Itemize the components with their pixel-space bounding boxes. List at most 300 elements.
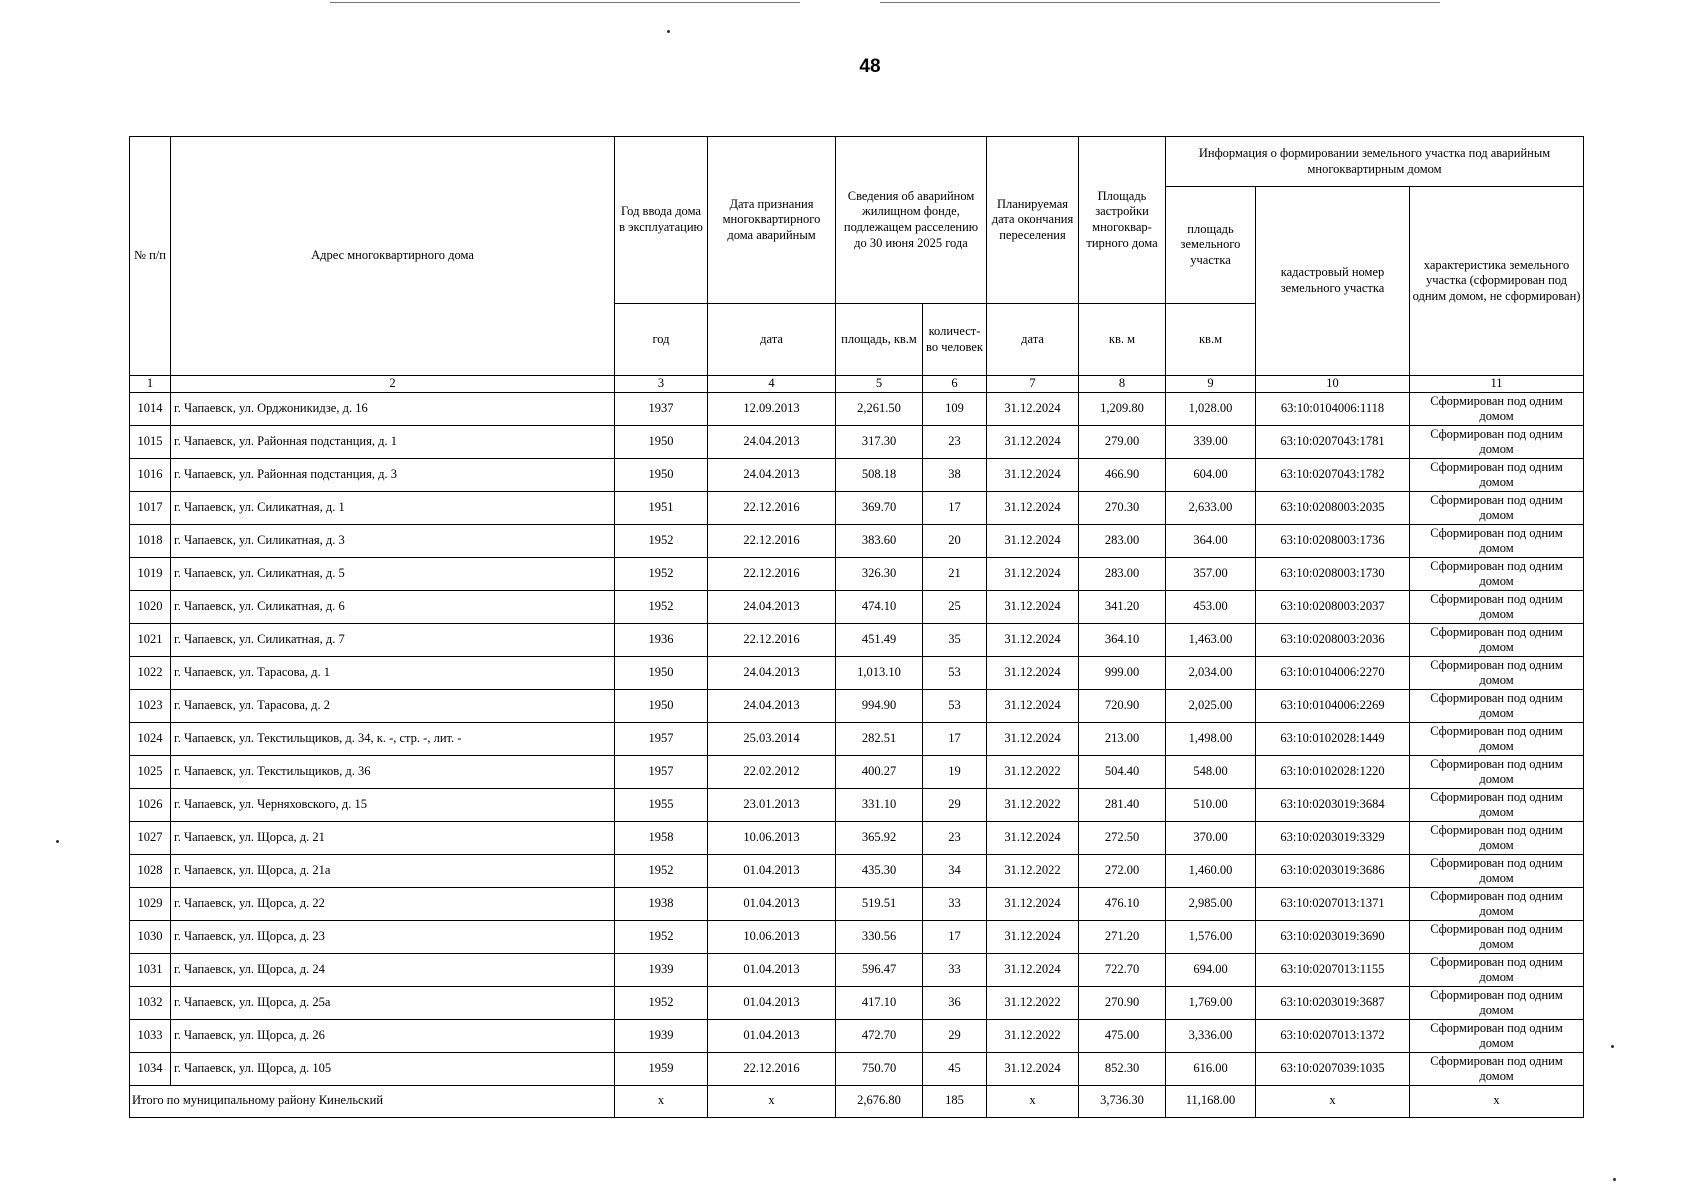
cell-end-date: 31.12.2024 <box>987 623 1079 656</box>
header-emergency-fund: Сведения об аварийном жилищном фонде, подлежащем расселению до 30 июня 2025 года <box>836 137 987 304</box>
cell-land-char: Сформирован под одним домом <box>1410 887 1584 920</box>
column-number: 3 <box>615 376 708 393</box>
cell-end-date: 31.12.2024 <box>987 524 1079 557</box>
cell-building-area: 720.90 <box>1079 689 1166 722</box>
cell-building-area: 270.90 <box>1079 986 1166 1019</box>
header-num: № п/п <box>130 137 171 376</box>
cell-people: 45 <box>923 1052 987 1085</box>
cell-land-char: Сформирован под одним домом <box>1410 623 1584 656</box>
cell-end-date: 31.12.2024 <box>987 491 1079 524</box>
cell-people: 21 <box>923 557 987 590</box>
cell-land-area: 604.00 <box>1166 458 1256 491</box>
cell-land-area: 2,633.00 <box>1166 491 1256 524</box>
cell-address: г. Чапаевск, ул. Текстильщиков, д. 34, к. -, стр. -, лит. - <box>171 722 615 755</box>
cell-end-date: 31.12.2024 <box>987 392 1079 425</box>
cell-year: 1950 <box>615 656 708 689</box>
total-people: 185 <box>923 1085 987 1117</box>
cell-land-area: 357.00 <box>1166 557 1256 590</box>
cell-end-date: 31.12.2024 <box>987 821 1079 854</box>
cell-cadastral: 63:10:0207043:1782 <box>1256 458 1410 491</box>
cell-cadastral: 63:10:0208003:1730 <box>1256 557 1410 590</box>
cell-num: 1034 <box>130 1052 171 1085</box>
cell-land-char: Сформирован под одним домом <box>1410 392 1584 425</box>
scan-speck <box>56 840 59 843</box>
cell-year: 1959 <box>615 1052 708 1085</box>
cell-num: 1030 <box>130 920 171 953</box>
cell-people: 36 <box>923 986 987 1019</box>
cell-cadastral: 63:10:0104006:2269 <box>1256 689 1410 722</box>
cell-people: 23 <box>923 821 987 854</box>
cell-area: 282.51 <box>836 722 923 755</box>
cell-date: 24.04.2013 <box>708 425 836 458</box>
header-unit-area: площадь, кв.м <box>836 304 923 376</box>
cell-area: 369.70 <box>836 491 923 524</box>
cell-land-char: Сформирован под одним домом <box>1410 590 1584 623</box>
cell-building-area: 852.30 <box>1079 1052 1166 1085</box>
cell-date: 10.06.2013 <box>708 920 836 953</box>
column-number: 6 <box>923 376 987 393</box>
cell-land-area: 364.00 <box>1166 524 1256 557</box>
cell-area: 596.47 <box>836 953 923 986</box>
cell-area: 435.30 <box>836 854 923 887</box>
cell-people: 33 <box>923 887 987 920</box>
header-year-built: Год ввода дома в эксплуатацию <box>615 137 708 304</box>
header-unit-date2: дата <box>987 304 1079 376</box>
cell-area: 519.51 <box>836 887 923 920</box>
header-unit-people: количест-во человек <box>923 304 987 376</box>
cell-area: 2,261.50 <box>836 392 923 425</box>
cell-date: 22.12.2016 <box>708 491 836 524</box>
total-land: 11,168.00 <box>1166 1085 1256 1117</box>
cell-area: 451.49 <box>836 623 923 656</box>
cell-date: 24.04.2013 <box>708 590 836 623</box>
cell-cadastral: 63:10:0207039:1035 <box>1256 1052 1410 1085</box>
cell-address: г. Чапаевск, ул. Черняховского, д. 15 <box>171 788 615 821</box>
cell-land-area: 2,985.00 <box>1166 887 1256 920</box>
table-row <box>130 1019 1584 1052</box>
cell-address: г. Чапаевск, ул. Силикатная, д. 7 <box>171 623 615 656</box>
cell-building-area: 270.30 <box>1079 491 1166 524</box>
cell-address: г. Чапаевск, ул. Щорса, д. 21 <box>171 821 615 854</box>
cell-land-area: 339.00 <box>1166 425 1256 458</box>
cell-end-date: 31.12.2024 <box>987 689 1079 722</box>
table-row <box>130 524 1584 557</box>
cell-date: 24.04.2013 <box>708 458 836 491</box>
cell-address: г. Чапаевск, ул. Щорса, д. 24 <box>171 953 615 986</box>
table-row <box>130 590 1584 623</box>
cell-end-date: 31.12.2024 <box>987 920 1079 953</box>
column-number: 10 <box>1256 376 1410 393</box>
scan-top-rule <box>880 2 1440 3</box>
cell-end-date: 31.12.2024 <box>987 425 1079 458</box>
scan-top-rule <box>330 2 800 3</box>
column-number: 5 <box>836 376 923 393</box>
cell-address: г. Чапаевск, ул. Силикатная, д. 5 <box>171 557 615 590</box>
cell-cadastral: 63:10:0102028:1449 <box>1256 722 1410 755</box>
cell-year: 1938 <box>615 887 708 920</box>
cell-cadastral: 63:10:0207043:1781 <box>1256 425 1410 458</box>
cell-cadastral: 63:10:0203019:3687 <box>1256 986 1410 1019</box>
cell-area: 508.18 <box>836 458 923 491</box>
table-row <box>130 953 1584 986</box>
cell-year: 1939 <box>615 1019 708 1052</box>
cell-people: 23 <box>923 425 987 458</box>
cell-address: г. Чапаевск, ул. Районная подстанция, д. 3 <box>171 458 615 491</box>
cell-address: г. Чапаевск, ул. Силикатная, д. 3 <box>171 524 615 557</box>
cell-num: 1032 <box>130 986 171 1019</box>
cell-num: 1021 <box>130 623 171 656</box>
cell-land-char: Сформирован под одним домом <box>1410 458 1584 491</box>
cell-date: 01.04.2013 <box>708 953 836 986</box>
column-number: 9 <box>1166 376 1256 393</box>
table-row <box>130 458 1584 491</box>
total-year: x <box>615 1085 708 1117</box>
cell-cadastral: 63:10:0208003:1736 <box>1256 524 1410 557</box>
cell-land-area: 694.00 <box>1166 953 1256 986</box>
total-row <box>130 1085 1584 1117</box>
table-row <box>130 689 1584 722</box>
cell-cadastral: 63:10:0203019:3690 <box>1256 920 1410 953</box>
cell-address: г. Чапаевск, ул. Щорса, д. 105 <box>171 1052 615 1085</box>
cell-num: 1018 <box>130 524 171 557</box>
cell-land-char: Сформирован под одним домом <box>1410 920 1584 953</box>
table-row <box>130 854 1584 887</box>
column-number-row <box>130 376 1584 393</box>
cell-address: г. Чапаевск, ул. Щорса, д. 21а <box>171 854 615 887</box>
table-row <box>130 920 1584 953</box>
cell-building-area: 722.70 <box>1079 953 1166 986</box>
cell-num: 1027 <box>130 821 171 854</box>
cell-num: 1016 <box>130 458 171 491</box>
cell-building-area: 283.00 <box>1079 524 1166 557</box>
cell-year: 1952 <box>615 524 708 557</box>
cell-year: 1950 <box>615 689 708 722</box>
cell-building-area: 272.00 <box>1079 854 1166 887</box>
cell-date: 22.12.2016 <box>708 557 836 590</box>
cell-area: 330.56 <box>836 920 923 953</box>
cell-land-char: Сформирован под одним домом <box>1410 821 1584 854</box>
cell-cadastral: 63:10:0207013:1155 <box>1256 953 1410 986</box>
cell-area: 365.92 <box>836 821 923 854</box>
header-land-char: характеристика земельного участка (сформирован под одним домом, не сформирован) <box>1410 187 1584 376</box>
cell-date: 25.03.2014 <box>708 722 836 755</box>
cell-cadastral: 63:10:0208003:2037 <box>1256 590 1410 623</box>
cell-cadastral: 63:10:0203019:3329 <box>1256 821 1410 854</box>
cell-cadastral: 63:10:0208003:2035 <box>1256 491 1410 524</box>
cell-end-date: 31.12.2022 <box>987 854 1079 887</box>
cell-num: 1026 <box>130 788 171 821</box>
cell-date: 01.04.2013 <box>708 1019 836 1052</box>
cell-year: 1950 <box>615 425 708 458</box>
cell-num: 1014 <box>130 392 171 425</box>
cell-land-area: 1,460.00 <box>1166 854 1256 887</box>
cell-cadastral: 63:10:0207013:1372 <box>1256 1019 1410 1052</box>
cell-end-date: 31.12.2022 <box>987 986 1079 1019</box>
cell-end-date: 31.12.2024 <box>987 458 1079 491</box>
cell-people: 17 <box>923 722 987 755</box>
cell-people: 19 <box>923 755 987 788</box>
cell-land-char: Сформирован под одним домом <box>1410 788 1584 821</box>
cell-address: г. Чапаевск, ул. Орджоникидзе, д. 16 <box>171 392 615 425</box>
cell-num: 1017 <box>130 491 171 524</box>
cell-building-area: 279.00 <box>1079 425 1166 458</box>
cell-building-area: 1,209.80 <box>1079 392 1166 425</box>
cell-date: 24.04.2013 <box>708 689 836 722</box>
header-date-declared: Дата признания многоквартирного дома аварийным <box>708 137 836 304</box>
cell-address: г. Чапаевск, ул. Силикатная, д. 1 <box>171 491 615 524</box>
cell-address: г. Чапаевск, ул. Районная подстанция, д. 1 <box>171 425 615 458</box>
emergency-housing-table <box>129 136 1584 1118</box>
cell-end-date: 31.12.2024 <box>987 953 1079 986</box>
header-unit-kvm2: кв.м <box>1166 304 1256 376</box>
column-number: 8 <box>1079 376 1166 393</box>
cell-area: 750.70 <box>836 1052 923 1085</box>
header-unit-date: дата <box>708 304 836 376</box>
cell-area: 472.70 <box>836 1019 923 1052</box>
cell-land-area: 3,336.00 <box>1166 1019 1256 1052</box>
cell-address: г. Чапаевск, ул. Щорса, д. 23 <box>171 920 615 953</box>
cell-num: 1022 <box>130 656 171 689</box>
cell-people: 53 <box>923 689 987 722</box>
cell-end-date: 31.12.2024 <box>987 557 1079 590</box>
cell-end-date: 31.12.2024 <box>987 590 1079 623</box>
header-planned-end: Планируемая дата окончания переселения <box>987 137 1079 304</box>
total-build: 3,736.30 <box>1079 1085 1166 1117</box>
cell-end-date: 31.12.2024 <box>987 722 1079 755</box>
cell-end-date: 31.12.2022 <box>987 755 1079 788</box>
cell-address: г. Чапаевск, ул. Щорса, д. 22 <box>171 887 615 920</box>
scan-speck <box>1613 1178 1616 1181</box>
cell-people: 53 <box>923 656 987 689</box>
cell-date: 22.12.2016 <box>708 1052 836 1085</box>
column-number: 7 <box>987 376 1079 393</box>
column-number: 1 <box>130 376 171 393</box>
table-row <box>130 887 1584 920</box>
cell-num: 1031 <box>130 953 171 986</box>
cell-year: 1936 <box>615 623 708 656</box>
cell-land-char: Сформирован под одним домом <box>1410 425 1584 458</box>
total-area: 2,676.80 <box>836 1085 923 1117</box>
cell-num: 1015 <box>130 425 171 458</box>
table-row <box>130 557 1584 590</box>
cell-date: 01.04.2013 <box>708 887 836 920</box>
cell-land-area: 2,034.00 <box>1166 656 1256 689</box>
table-row <box>130 821 1584 854</box>
cell-area: 326.30 <box>836 557 923 590</box>
cell-land-area: 453.00 <box>1166 590 1256 623</box>
table-row <box>130 656 1584 689</box>
cell-people: 33 <box>923 953 987 986</box>
cell-cadastral: 63:10:0104006:2270 <box>1256 656 1410 689</box>
cell-land-area: 548.00 <box>1166 755 1256 788</box>
cell-people: 25 <box>923 590 987 623</box>
cell-land-char: Сформирован под одним домом <box>1410 854 1584 887</box>
cell-people: 20 <box>923 524 987 557</box>
cell-building-area: 364.10 <box>1079 623 1166 656</box>
cell-building-area: 466.90 <box>1079 458 1166 491</box>
header-address: Адрес многоквартирного дома <box>171 137 615 376</box>
cell-area: 331.10 <box>836 788 923 821</box>
cell-people: 34 <box>923 854 987 887</box>
cell-land-area: 1,028.00 <box>1166 392 1256 425</box>
table-row <box>130 491 1584 524</box>
cell-land-area: 370.00 <box>1166 821 1256 854</box>
total-label: Итого по муниципальному району Кинельский <box>130 1085 615 1117</box>
cell-year: 1950 <box>615 458 708 491</box>
cell-people: 109 <box>923 392 987 425</box>
cell-land-char: Сформирован под одним домом <box>1410 1019 1584 1052</box>
scan-speck <box>1611 1045 1614 1048</box>
column-number: 11 <box>1410 376 1584 393</box>
cell-year: 1937 <box>615 392 708 425</box>
cell-land-char: Сформирован под одним домом <box>1410 953 1584 986</box>
cell-num: 1019 <box>130 557 171 590</box>
total-end: x <box>987 1085 1079 1117</box>
cell-people: 38 <box>923 458 987 491</box>
cell-land-area: 1,498.00 <box>1166 722 1256 755</box>
cell-area: 1,013.10 <box>836 656 923 689</box>
cell-building-area: 213.00 <box>1079 722 1166 755</box>
cell-address: г. Чапаевск, ул. Текстильщиков, д. 36 <box>171 755 615 788</box>
cell-end-date: 31.12.2024 <box>987 1052 1079 1085</box>
cell-cadastral: 63:10:0102028:1220 <box>1256 755 1410 788</box>
cell-people: 17 <box>923 491 987 524</box>
table-row <box>130 392 1584 425</box>
cell-cadastral: 63:10:0207013:1371 <box>1256 887 1410 920</box>
cell-address: г. Чапаевск, ул. Щорса, д. 26 <box>171 1019 615 1052</box>
cell-num: 1033 <box>130 1019 171 1052</box>
table-row <box>130 425 1584 458</box>
cell-year: 1958 <box>615 821 708 854</box>
header-unit-year: год <box>615 304 708 376</box>
cell-land-char: Сформирован под одним домом <box>1410 656 1584 689</box>
cell-land-char: Сформирован под одним домом <box>1410 491 1584 524</box>
table-row <box>130 788 1584 821</box>
cell-address: г. Чапаевск, ул. Силикатная, д. 6 <box>171 590 615 623</box>
cell-people: 29 <box>923 788 987 821</box>
cell-year: 1952 <box>615 557 708 590</box>
table-body <box>130 392 1584 1117</box>
cell-date: 23.01.2013 <box>708 788 836 821</box>
cell-building-area: 476.10 <box>1079 887 1166 920</box>
cell-year: 1952 <box>615 854 708 887</box>
cell-area: 474.10 <box>836 590 923 623</box>
cell-address: г. Чапаевск, ул. Тарасова, д. 2 <box>171 689 615 722</box>
table-row <box>130 986 1584 1019</box>
cell-building-area: 504.40 <box>1079 755 1166 788</box>
cell-year: 1957 <box>615 755 708 788</box>
cell-land-area: 1,576.00 <box>1166 920 1256 953</box>
cell-date: 22.12.2016 <box>708 623 836 656</box>
cell-cadastral: 63:10:0203019:3684 <box>1256 788 1410 821</box>
cell-cadastral: 63:10:0203019:3686 <box>1256 854 1410 887</box>
cell-area: 400.27 <box>836 755 923 788</box>
cell-end-date: 31.12.2024 <box>987 887 1079 920</box>
cell-year: 1952 <box>615 590 708 623</box>
cell-building-area: 341.20 <box>1079 590 1166 623</box>
cell-building-area: 271.20 <box>1079 920 1166 953</box>
header-land-info: Информация о формировании земельного участка под аварийным многоквартирным домом <box>1166 137 1584 187</box>
total-cadastral: x <box>1256 1085 1410 1117</box>
cell-area: 317.30 <box>836 425 923 458</box>
cell-land-char: Сформирован под одним домом <box>1410 755 1584 788</box>
cell-num: 1025 <box>130 755 171 788</box>
header-cadastral: кадастровый номер земельного участка <box>1256 187 1410 376</box>
cell-building-area: 272.50 <box>1079 821 1166 854</box>
table-row <box>130 722 1584 755</box>
cell-end-date: 31.12.2022 <box>987 1019 1079 1052</box>
cell-date: 22.02.2012 <box>708 755 836 788</box>
cell-end-date: 31.12.2024 <box>987 656 1079 689</box>
cell-area: 383.60 <box>836 524 923 557</box>
cell-date: 24.04.2013 <box>708 656 836 689</box>
cell-building-area: 283.00 <box>1079 557 1166 590</box>
cell-land-area: 2,025.00 <box>1166 689 1256 722</box>
cell-date: 10.06.2013 <box>708 821 836 854</box>
cell-land-area: 1,463.00 <box>1166 623 1256 656</box>
column-number: 4 <box>708 376 836 393</box>
cell-year: 1939 <box>615 953 708 986</box>
header-unit-kvm: кв. м <box>1079 304 1166 376</box>
cell-land-char: Сформирован под одним домом <box>1410 1052 1584 1085</box>
cell-num: 1023 <box>130 689 171 722</box>
cell-area: 994.90 <box>836 689 923 722</box>
cell-people: 17 <box>923 920 987 953</box>
cell-land-area: 1,769.00 <box>1166 986 1256 1019</box>
cell-building-area: 999.00 <box>1079 656 1166 689</box>
cell-year: 1957 <box>615 722 708 755</box>
cell-end-date: 31.12.2022 <box>987 788 1079 821</box>
cell-building-area: 475.00 <box>1079 1019 1166 1052</box>
cell-land-char: Сформирован под одним домом <box>1410 986 1584 1019</box>
header-building-area: Площадь застройки многоквар-тирного дома <box>1079 137 1166 304</box>
cell-land-area: 510.00 <box>1166 788 1256 821</box>
cell-date: 22.12.2016 <box>708 524 836 557</box>
cell-land-char: Сформирован под одним домом <box>1410 689 1584 722</box>
cell-year: 1952 <box>615 920 708 953</box>
cell-year: 1951 <box>615 491 708 524</box>
page-number: 48 <box>859 56 881 77</box>
cell-address: г. Чапаевск, ул. Тарасова, д. 1 <box>171 656 615 689</box>
cell-land-area: 616.00 <box>1166 1052 1256 1085</box>
cell-land-char: Сформирован под одним домом <box>1410 557 1584 590</box>
total-char: x <box>1410 1085 1584 1117</box>
total-date: x <box>708 1085 836 1117</box>
cell-cadastral: 63:10:0104006:1118 <box>1256 392 1410 425</box>
cell-people: 29 <box>923 1019 987 1052</box>
cell-year: 1952 <box>615 986 708 1019</box>
table-row <box>130 755 1584 788</box>
cell-address: г. Чапаевск, ул. Щорса, д. 25а <box>171 986 615 1019</box>
cell-date: 12.09.2013 <box>708 392 836 425</box>
cell-date: 01.04.2013 <box>708 854 836 887</box>
cell-year: 1955 <box>615 788 708 821</box>
cell-area: 417.10 <box>836 986 923 1019</box>
cell-num: 1028 <box>130 854 171 887</box>
cell-people: 35 <box>923 623 987 656</box>
scan-speck <box>667 30 670 33</box>
column-number: 2 <box>171 376 615 393</box>
table-row <box>130 1052 1584 1085</box>
cell-num: 1029 <box>130 887 171 920</box>
cell-num: 1020 <box>130 590 171 623</box>
cell-building-area: 281.40 <box>1079 788 1166 821</box>
cell-land-char: Сформирован под одним домом <box>1410 722 1584 755</box>
cell-num: 1024 <box>130 722 171 755</box>
cell-land-char: Сформирован под одним домом <box>1410 524 1584 557</box>
table-row <box>130 623 1584 656</box>
cell-cadastral: 63:10:0208003:2036 <box>1256 623 1410 656</box>
